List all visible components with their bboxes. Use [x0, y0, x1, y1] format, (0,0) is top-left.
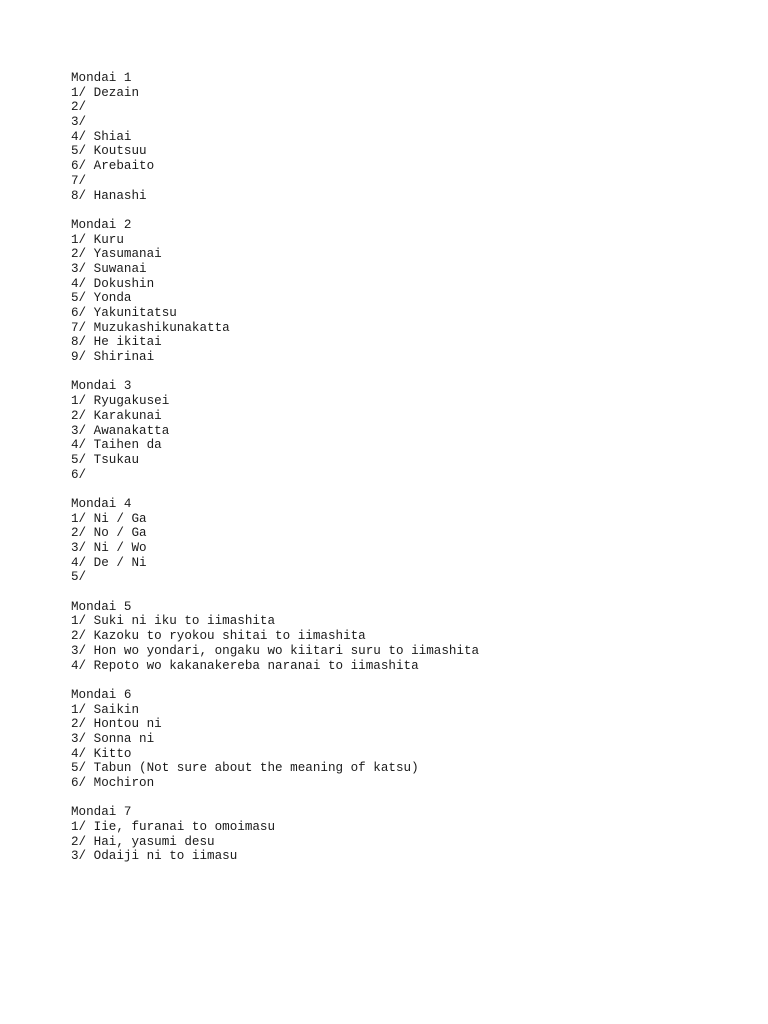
section-title: Mondai 3: [71, 379, 132, 394]
answer-line: 4/ Shiai: [71, 129, 132, 144]
answer-line: 7/ Muzukashikunakatta: [71, 320, 230, 335]
answer-line: 2/ Kazoku to ryokou shitai to iimashita: [71, 629, 366, 644]
answer-line: 5/ Tabun (Not sure about the meaning of katsu): [71, 761, 419, 776]
answer-line: 3/ Odaiji ni to iimasu: [71, 849, 238, 864]
answer-line: 1/ Ni / Ga: [71, 511, 147, 526]
answer-line: 1/ Suki ni iku to iimashita: [71, 614, 276, 629]
answer-line: 3/ Suwanai: [71, 261, 147, 276]
answer-line: 2/ No / Ga: [71, 526, 147, 541]
answer-line: 8/ He ikitai: [71, 335, 162, 350]
section-mondai-6: [71, 688, 731, 791]
section-mondai-2: [71, 218, 731, 365]
answer-line: 5/ Yonda: [71, 291, 132, 306]
answer-line: 4/ Kitto: [71, 746, 132, 761]
answer-line: 2/ Hai, yasumi desu: [71, 834, 215, 849]
section-title: Mondai 4: [71, 496, 132, 511]
answer-line: 3/: [71, 115, 87, 130]
answer-line: 1/ Kuru: [71, 232, 124, 247]
answer-line: 7/: [71, 173, 87, 188]
section-title: Mondai 7: [71, 805, 132, 820]
answer-line: 4/ Taihen da: [71, 438, 162, 453]
document-page: [71, 71, 731, 879]
answer-line: 6/ Mochiron: [71, 776, 155, 790]
answer-line: 2/ Yasumanai: [71, 247, 162, 262]
section-title: Mondai 6: [71, 687, 132, 702]
section-mondai-1: [71, 71, 731, 203]
section-mondai-7: [71, 805, 731, 864]
section-title: Mondai 5: [71, 599, 132, 614]
answer-line: 2/ Karakunai: [71, 408, 162, 423]
section-mondai-5: [71, 600, 731, 673]
answer-line: 3/ Ni / Wo: [71, 541, 147, 555]
answer-line: 4/ Dokushin: [71, 276, 155, 291]
answer-line: 5/: [71, 570, 87, 585]
answer-line: 4/ Repoto wo kakanakereba naranai to iimashita: [71, 658, 419, 673]
answer-line: 1/ Dezain: [71, 85, 140, 100]
answer-line: 3/ Awanakatta: [71, 423, 170, 438]
section-title: Mondai 2: [71, 217, 132, 232]
answer-line: 3/ Hon wo yondari, ongaku wo kiitari suru to iimashita: [71, 643, 480, 658]
section-title: Mondai 1: [71, 71, 132, 85]
answer-line: 9/ Shirinai: [71, 350, 155, 365]
section-mondai-4: [71, 497, 731, 585]
answer-line: 1/ Saikin: [71, 702, 140, 717]
answer-line: 6/: [71, 467, 87, 482]
section-mondai-3: [71, 379, 731, 482]
answer-line: 2/ Hontou ni: [71, 717, 162, 732]
answer-line: 3/ Sonna ni: [71, 731, 155, 746]
answer-line: 5/ Tsukau: [71, 452, 140, 467]
answer-line: 4/ De / Ni: [71, 555, 147, 570]
answer-line: 5/ Koutsuu: [71, 144, 147, 159]
answer-line: 8/ Hanashi: [71, 188, 147, 203]
answer-line: 1/ Iie, furanai to omoimasu: [71, 820, 276, 835]
answer-line: 6/ Yakunitatsu: [71, 306, 177, 320]
answer-line: 6/ Arebaito: [71, 159, 155, 174]
answer-line: 1/ Ryugakusei: [71, 394, 170, 409]
answer-line: 2/: [71, 100, 87, 115]
